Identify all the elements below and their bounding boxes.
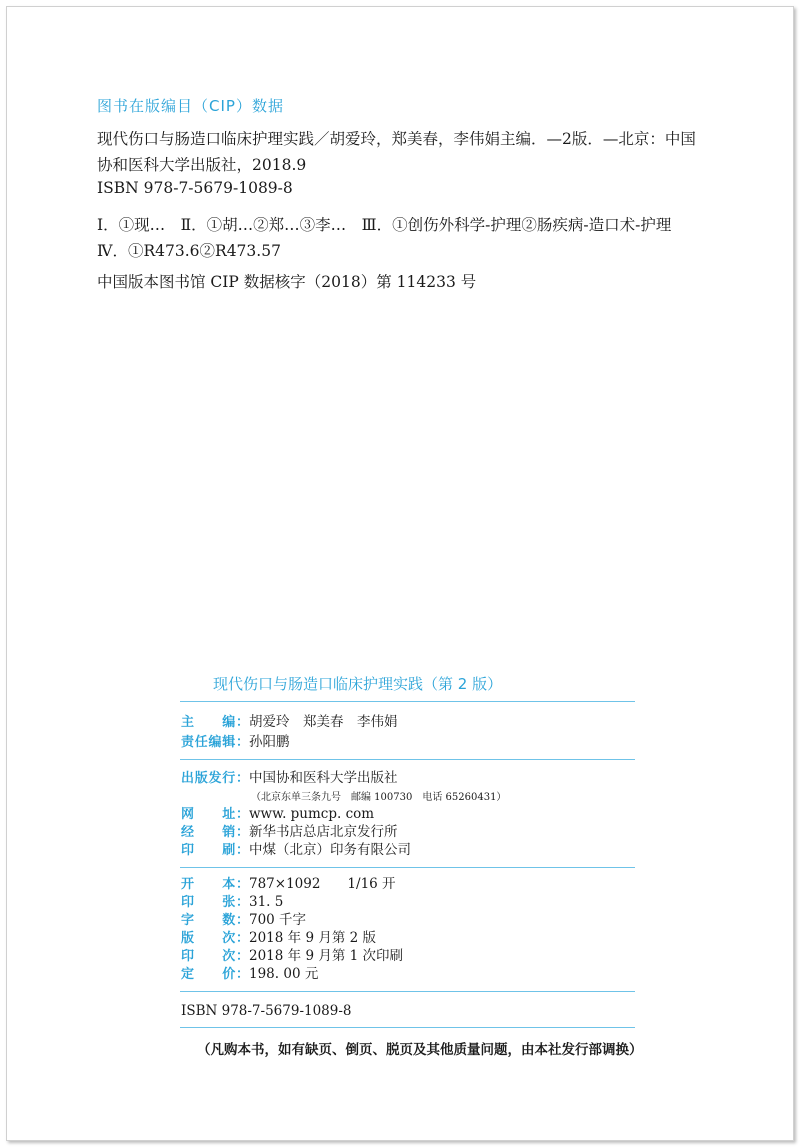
printer-value: 中煤（北京）印务有限公司 xyxy=(249,842,411,858)
printing-row xyxy=(181,947,403,965)
book-edition: （第 2 版） xyxy=(423,675,503,693)
edition-value: 2018 年 9 月第 2 版 xyxy=(249,930,376,946)
publisher-value: 中国协和医科大学出版社 xyxy=(249,770,398,786)
responsible-editor-label: 责任编辑： xyxy=(181,735,249,750)
copyright-page xyxy=(6,6,794,1141)
book-title-block xyxy=(213,673,502,694)
divider xyxy=(180,701,635,702)
format-row xyxy=(181,875,396,893)
sheets-value: 31. 5 xyxy=(249,894,284,910)
isbn-number: ISBN 978-7-5679-1089-8 xyxy=(181,1003,352,1019)
website-label: 网 址： xyxy=(181,807,249,822)
sheets-label: 印 张： xyxy=(181,895,249,910)
responsible-editor-row xyxy=(181,733,290,751)
publisher-row xyxy=(181,769,398,787)
book-title: 现代伤口与肠造口临床护理实践 xyxy=(213,675,424,693)
website-value: www. pumcp. com xyxy=(249,806,375,822)
edition-label: 版 次： xyxy=(181,931,249,946)
word-count-row xyxy=(181,911,306,929)
divider xyxy=(180,759,635,760)
word-count-label: 字 数： xyxy=(181,913,249,928)
cip-isbn: ISBN 978-7-5679-1089-8 xyxy=(97,179,293,197)
printing-label: 印 次： xyxy=(181,949,249,964)
format-value: 787×1092 1/16 开 xyxy=(249,876,396,892)
quality-notice: （凡购本书，如有缺页、倒页、脱页及其他质量问题，由本社发行部调换） xyxy=(197,1042,643,1058)
printing-value: 2018 年 9 月第 1 次印刷 xyxy=(249,948,403,964)
cip-record-number: 中国版本图书馆 CIP 数据核字（2018）第 114233 号 xyxy=(97,273,477,291)
printer-label: 印 刷： xyxy=(181,843,249,858)
price-label: 定 价： xyxy=(181,967,249,982)
cip-heading: 图书在版编目（CIP）数据 xyxy=(97,97,284,115)
cip-classification: Ⅰ．①现… Ⅱ．①胡…②郑…③李… Ⅲ．①创伤外科学-护理②肠疾病-造口术-护理 xyxy=(97,216,672,234)
publisher-label: 出版发行： xyxy=(181,771,249,786)
website-row xyxy=(181,805,374,823)
price-value: 198. 00 元 xyxy=(249,966,319,982)
divider xyxy=(180,867,635,868)
responsible-editor-value: 孙阳鹏 xyxy=(249,734,290,750)
printer-row xyxy=(181,841,411,859)
editor-value: 胡爱玲 郑美春 李伟娟 xyxy=(249,714,398,730)
cip-line-1: 现代伤口与肠造口临床护理实践／胡爱玲，郑美春，李伟娟主编．—2版．—北京：中国 xyxy=(97,130,696,148)
publisher-address: （北京东单三条九号 邮编 100730 电话 65260431） xyxy=(251,792,507,803)
distributor-label: 经 销： xyxy=(181,825,249,840)
sheets-row xyxy=(181,893,283,911)
price-row xyxy=(181,965,318,983)
cip-line-2: 协和医科大学出版社，2018.9 xyxy=(97,156,307,174)
cip-classification-numbers: Ⅳ．①R473.6②R473.57 xyxy=(97,242,281,260)
format-label: 开 本： xyxy=(181,877,249,892)
word-count-value: 700 千字 xyxy=(249,912,307,928)
edition-row xyxy=(181,929,376,947)
distributor-row xyxy=(181,823,398,841)
editor-label: 主 编： xyxy=(181,715,249,730)
divider xyxy=(180,1027,635,1028)
divider xyxy=(180,991,635,992)
distributor-value: 新华书店总店北京发行所 xyxy=(249,824,398,840)
editor-row xyxy=(181,713,398,731)
